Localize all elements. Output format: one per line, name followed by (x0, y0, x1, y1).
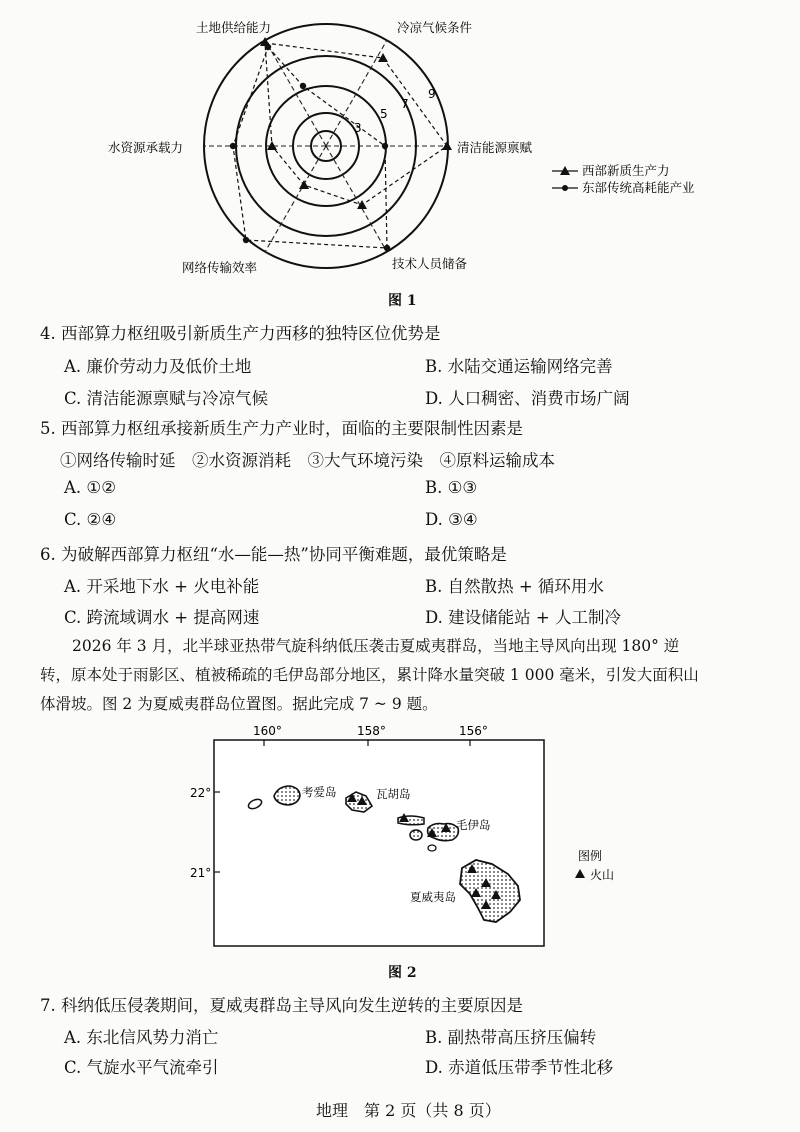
q7-option-a[interactable]: A. 东北信风势力消亡 (64, 1028, 219, 1047)
q6-stem: 6. 为破解西部算力枢纽“水—能—热”协同平衡难题，最优策略是 (40, 545, 507, 564)
passage-line-2: 转，原本处于雨影区、植被稀疏的毛伊岛部分地区，累计降水量突破 1 000 毫米，引发大面积山 (40, 666, 699, 684)
q6-option-a[interactable]: A. 开采地下水 + 火电补能 (64, 577, 260, 596)
q5-option-b[interactable]: B. ①③ (425, 478, 478, 497)
passage-line-3: 体滑坡。图 2 为夏威夷群岛位置图。据此完成 7 ~ 9 题。 (40, 695, 438, 713)
figure1-caption: 图 1 (388, 293, 417, 309)
ring-label-9: 9 (428, 87, 436, 101)
q4-option-b[interactable]: B. 水陆交通运输网络完善 (425, 357, 613, 376)
q6-option-c[interactable]: C. 跨流域调水 + 提高网速 (64, 608, 260, 627)
q7-option-d[interactable]: D. 赤道低压带季节性北移 (425, 1058, 614, 1077)
q4-option-c[interactable]: C. 清洁能源禀赋与冷凉气候 (64, 389, 269, 408)
q5-option-d[interactable]: D. ③④ (425, 510, 478, 529)
lon-156: 156° (459, 724, 488, 738)
q4-stem: 4. 西部算力枢纽吸引新质生产力西移的独特区位优势是 (40, 324, 441, 343)
axis-label-energy: 清洁能源禀赋 (457, 140, 533, 155)
axis-label-talent: 技术人员储备 (392, 256, 468, 271)
label-oahu: 瓦胡岛 (376, 787, 411, 801)
lat-21: 21° (190, 866, 212, 880)
axis-label-water: 水资源承载力 (108, 140, 184, 155)
q7-stem: 7. 科纳低压侵袭期间，夏威夷群岛主导风向发生逆转的主要原因是 (40, 996, 523, 1015)
label-hawaii: 夏威夷岛 (410, 890, 456, 904)
ring-label-7: 7 (401, 97, 409, 111)
axis-label-land: 土地供给能力 (196, 20, 272, 35)
q5-stem: 5. 西部算力枢纽承接新质生产力产业时，面临的主要限制性因素是 (40, 419, 523, 438)
ring-label-5: 5 (380, 107, 388, 121)
passage (40, 632, 780, 719)
q6-option-b[interactable]: B. 自然散热 + 循环用水 (425, 577, 604, 596)
q4-option-a[interactable]: A. 廉价劳动力及低价土地 (64, 357, 252, 376)
legend-title: 图例 (578, 849, 603, 863)
passage-line-1: 2026 年 3 月，北半球亚热带气旋科纳低压袭击夏威夷群岛，当地主导风向出现 180° 逆 (72, 637, 680, 655)
q5-option-a[interactable]: A. ①② (64, 478, 116, 497)
label-maui: 毛伊岛 (456, 818, 491, 832)
label-kauai: 考爱岛 (302, 785, 337, 799)
figure2-map (0, 718, 800, 958)
q4-option-d[interactable]: D. 人口稠密、消费市场广阔 (425, 389, 630, 408)
ring-label-3: 3 (354, 121, 362, 135)
q7-option-b[interactable]: B. 副热带高压挤压偏转 (425, 1028, 597, 1047)
q6-option-d[interactable]: D. 建设储能站 + 人工制冷 (425, 608, 621, 627)
q7-option-c[interactable]: C. 气旋水平气流牵引 (64, 1058, 219, 1077)
q5-items: ①网络传输时延 ②水资源消耗 ③大气环境污染 ④原料运输成本 (60, 451, 555, 470)
island-kahoolawe (428, 845, 436, 851)
page-footer: 地理 第 2 页（共 8 页） (316, 1101, 501, 1120)
legend-east: 东部传统高耗能产业 (582, 180, 695, 195)
figure2-caption: 图 2 (388, 965, 417, 981)
axis-label-cool: 冷凉气候条件 (397, 20, 473, 35)
lat-22: 22° (190, 786, 212, 800)
lon-158: 158° (357, 724, 386, 738)
legend-volcano: 火山 (590, 868, 615, 882)
lon-160: 160° (253, 724, 282, 738)
figure1-radar (0, 0, 800, 300)
axis-label-network: 网络传输效率 (182, 260, 258, 275)
q5-option-c[interactable]: C. ②④ (64, 510, 117, 529)
legend-west: 西部新质生产力 (582, 163, 670, 178)
island-lanai (410, 830, 422, 840)
